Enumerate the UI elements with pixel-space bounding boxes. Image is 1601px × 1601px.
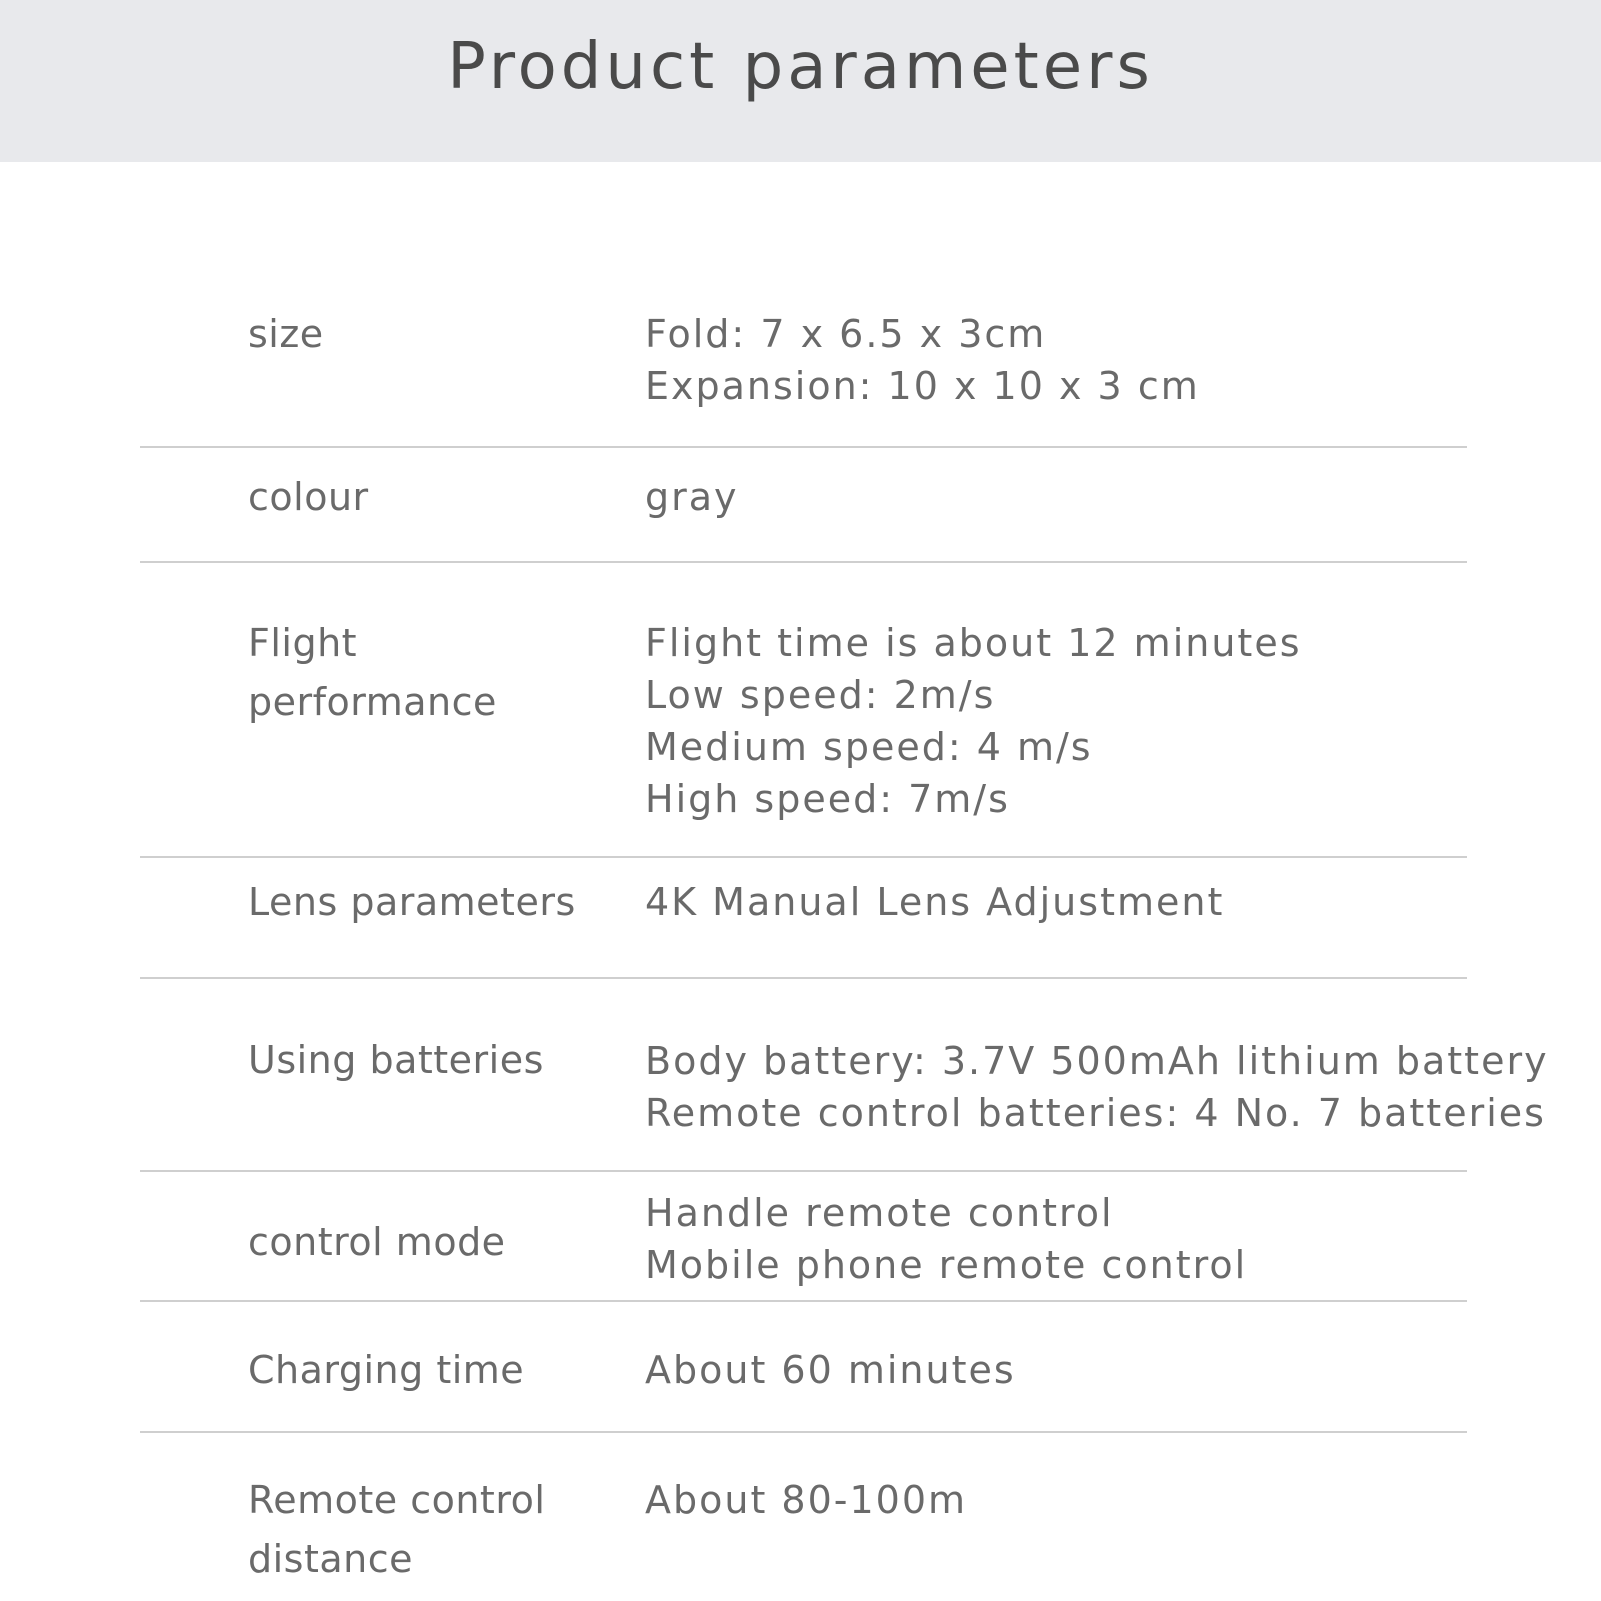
label-line: Using batteries <box>248 1038 544 1082</box>
value-line: Flight time is about 12 minutes <box>645 621 1302 665</box>
value-line: 4K Manual Lens Adjustment <box>645 880 1225 924</box>
value-line: Low speed: 2m/s <box>645 673 996 717</box>
param-label-colour <box>248 471 369 523</box>
value-line: Expansion: 10 x 10 x 3 cm <box>645 364 1200 408</box>
value-line: About 80-100m <box>645 1478 968 1522</box>
row-divider <box>140 446 1467 448</box>
value-line: Fold: 7 x 6.5 x 3cm <box>645 312 1047 356</box>
param-value-control-mode <box>645 1187 1247 1291</box>
param-label-batteries <box>248 1034 544 1086</box>
param-label-lens <box>248 876 576 928</box>
param-label-flight-performance <box>248 614 497 732</box>
param-value-colour <box>645 471 739 523</box>
label-line: Lens parameters <box>248 880 576 924</box>
row-divider <box>140 856 1467 858</box>
row-divider <box>140 977 1467 979</box>
page-title: Product parameters <box>447 30 1154 104</box>
row-divider <box>140 1431 1467 1433</box>
param-value-charging-time <box>645 1344 1016 1396</box>
label-line: Remote control <box>248 1478 546 1522</box>
param-label-charging-time <box>248 1344 524 1396</box>
param-label-size <box>248 308 324 360</box>
label-line: colour <box>248 475 369 519</box>
param-label-remote-distance <box>248 1471 545 1589</box>
label-line: distance <box>248 1537 414 1581</box>
label-line: size <box>248 312 324 356</box>
param-value-remote-distance <box>645 1474 967 1526</box>
param-value-lens <box>645 876 1224 928</box>
row-divider <box>140 1170 1467 1172</box>
header-bar <box>0 0 1601 162</box>
label-line: control mode <box>248 1220 506 1264</box>
value-line: High speed: 7m/s <box>645 777 1010 821</box>
value-line: Body battery: 3.7V 500mAh lithium battery <box>645 1039 1549 1083</box>
param-label-control-mode <box>248 1216 506 1268</box>
param-value-flight-performance <box>645 617 1302 825</box>
label-line: Flight <box>248 621 358 665</box>
row-divider <box>140 561 1467 563</box>
value-line: About 60 minutes <box>645 1348 1016 1392</box>
row-divider <box>140 1300 1467 1302</box>
param-value-batteries <box>645 1035 1549 1139</box>
label-line: Charging time <box>248 1348 525 1392</box>
value-line: Remote control batteries: 4 No. 7 batteries <box>645 1091 1546 1135</box>
value-line: Medium speed: 4 m/s <box>645 725 1093 769</box>
value-line: Handle remote control <box>645 1191 1114 1235</box>
value-line: gray <box>645 475 739 519</box>
label-line: performance <box>248 680 497 724</box>
value-line: Mobile phone remote control <box>645 1243 1248 1287</box>
param-value-size <box>645 308 1200 412</box>
